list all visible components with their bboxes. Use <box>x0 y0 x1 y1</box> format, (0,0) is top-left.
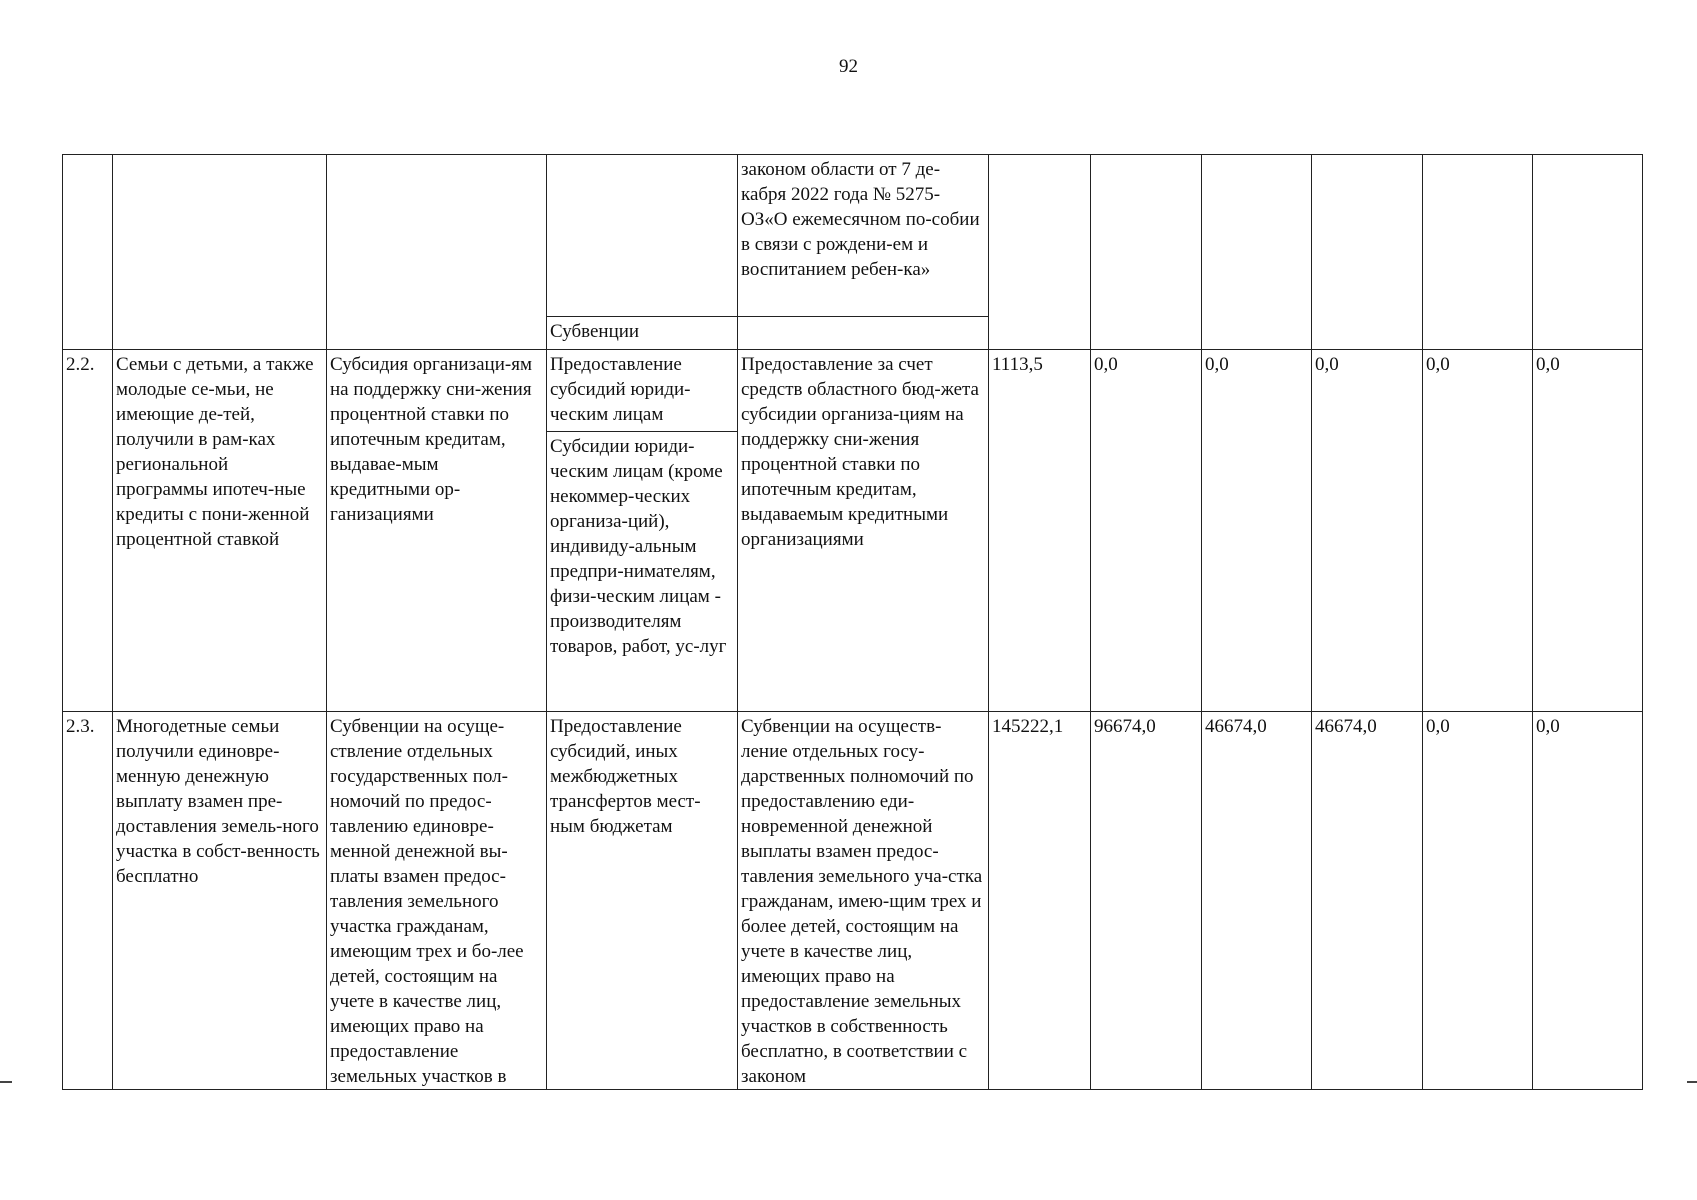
cell-description-empty <box>738 317 989 350</box>
cell-value-empty <box>1202 155 1312 350</box>
cell-description: Предоставление за счет средств областного бюд-жета субсидии организа-циям на поддержку сни-жения процентной ставки по ипотечным кредитам, выдаваемым кредитными организациями <box>738 350 989 712</box>
cell-type-empty <box>547 155 738 317</box>
cell-value: 145222,1 <box>989 712 1091 1090</box>
cell-measure: Субсидия организаци-ям на поддержку сни-жения процентной ставки по ипотечным кредитам, выдавае-мым кредитными ор-ганизациями <box>327 350 547 712</box>
cell-value: 46674,0 <box>1202 712 1312 1090</box>
cell-value: 96674,0 <box>1091 712 1202 1090</box>
cell-value: 0,0 <box>1423 712 1533 1090</box>
cell-value: 0,0 <box>1423 350 1533 712</box>
cell-value: 0,0 <box>1091 350 1202 712</box>
cell-description: Субвенции на осуществ-ление отдельных госу-дарственных полномочий по предоставлению еди-новременной денежной выплаты взамен предос-тавления земельного уча-стка гражданам, имею-щим трех и более детей, состоящим на учете в качестве лиц, имеющих право на предоставление земельных участков в собственность бесплатно, в соответствии с законом <box>738 712 989 1090</box>
cell-result: Семьи с детьми, а также молодые се-мьи, не имеющие де-тей, получили в рам-ках региональной программы ипотеч-ные кредиты с пони-женной процентной ставкой <box>113 350 327 712</box>
cell-num: 2.3. <box>63 712 113 1090</box>
cell-instrument: Субвенции <box>547 317 738 350</box>
cell-value: 46674,0 <box>1312 712 1423 1090</box>
cell-type-detail: Субсидии юриди-ческим лицам (кроме некоммер-ческих организа-ций), индивиду-альным предпри-нимателям, физи-ческим лицам - производителям товаров, работ, ус-луг <box>547 432 738 712</box>
table-row <box>63 712 1643 1090</box>
cell-legal-basis: законом области от 7 де-кабря 2022 года № 5275-ОЗ«О ежемесячном по-собии в связи с рождени-ем и воспитанием ребен-ка» <box>738 155 989 317</box>
cell-type: Предоставление субсидий юриди-ческим лицам <box>547 350 738 432</box>
cell-value-empty <box>1423 155 1533 350</box>
cell-value-empty <box>1091 155 1202 350</box>
cell-num: 2.2. <box>63 350 113 712</box>
cell-value: 0,0 <box>1202 350 1312 712</box>
cell-value: 0,0 <box>1533 350 1643 712</box>
table-row <box>63 350 1643 432</box>
table-row-continued <box>63 155 1643 317</box>
cell-result-empty <box>113 155 327 350</box>
scan-margin-mark <box>0 1081 12 1083</box>
cell-value-empty <box>989 155 1091 350</box>
cell-measure: Субвенции на осуще-ствление отдельных государственных пол-номочий по предос-тавлению единовре-менной денежной вы-платы взамен предос-тавления земельного участка гражданам, имеющим трех и бо-лее детей, состоящим на учете в качестве лиц, имеющих право на предоставление земельных участков в <box>327 712 547 1090</box>
cell-value: 1113,5 <box>989 350 1091 712</box>
cell-value-empty <box>1312 155 1423 350</box>
cell-type: Предоставление субсидий, иных межбюджетных трансфертов мест-ным бюджетам <box>547 712 738 1090</box>
cell-measure-empty <box>327 155 547 350</box>
cell-value: 0,0 <box>1533 712 1643 1090</box>
cell-result: Многодетные семьи получили единовре-менную денежную выплату взамен пре-доставления земель-ного участка в собст-венность бесплатно <box>113 712 327 1090</box>
results-table <box>62 154 1643 1090</box>
page-number: 92 <box>839 56 858 77</box>
cell-value: 0,0 <box>1312 350 1423 712</box>
scan-margin-mark <box>1687 1081 1697 1083</box>
cell-num-empty <box>63 155 113 350</box>
cell-value-empty <box>1533 155 1643 350</box>
